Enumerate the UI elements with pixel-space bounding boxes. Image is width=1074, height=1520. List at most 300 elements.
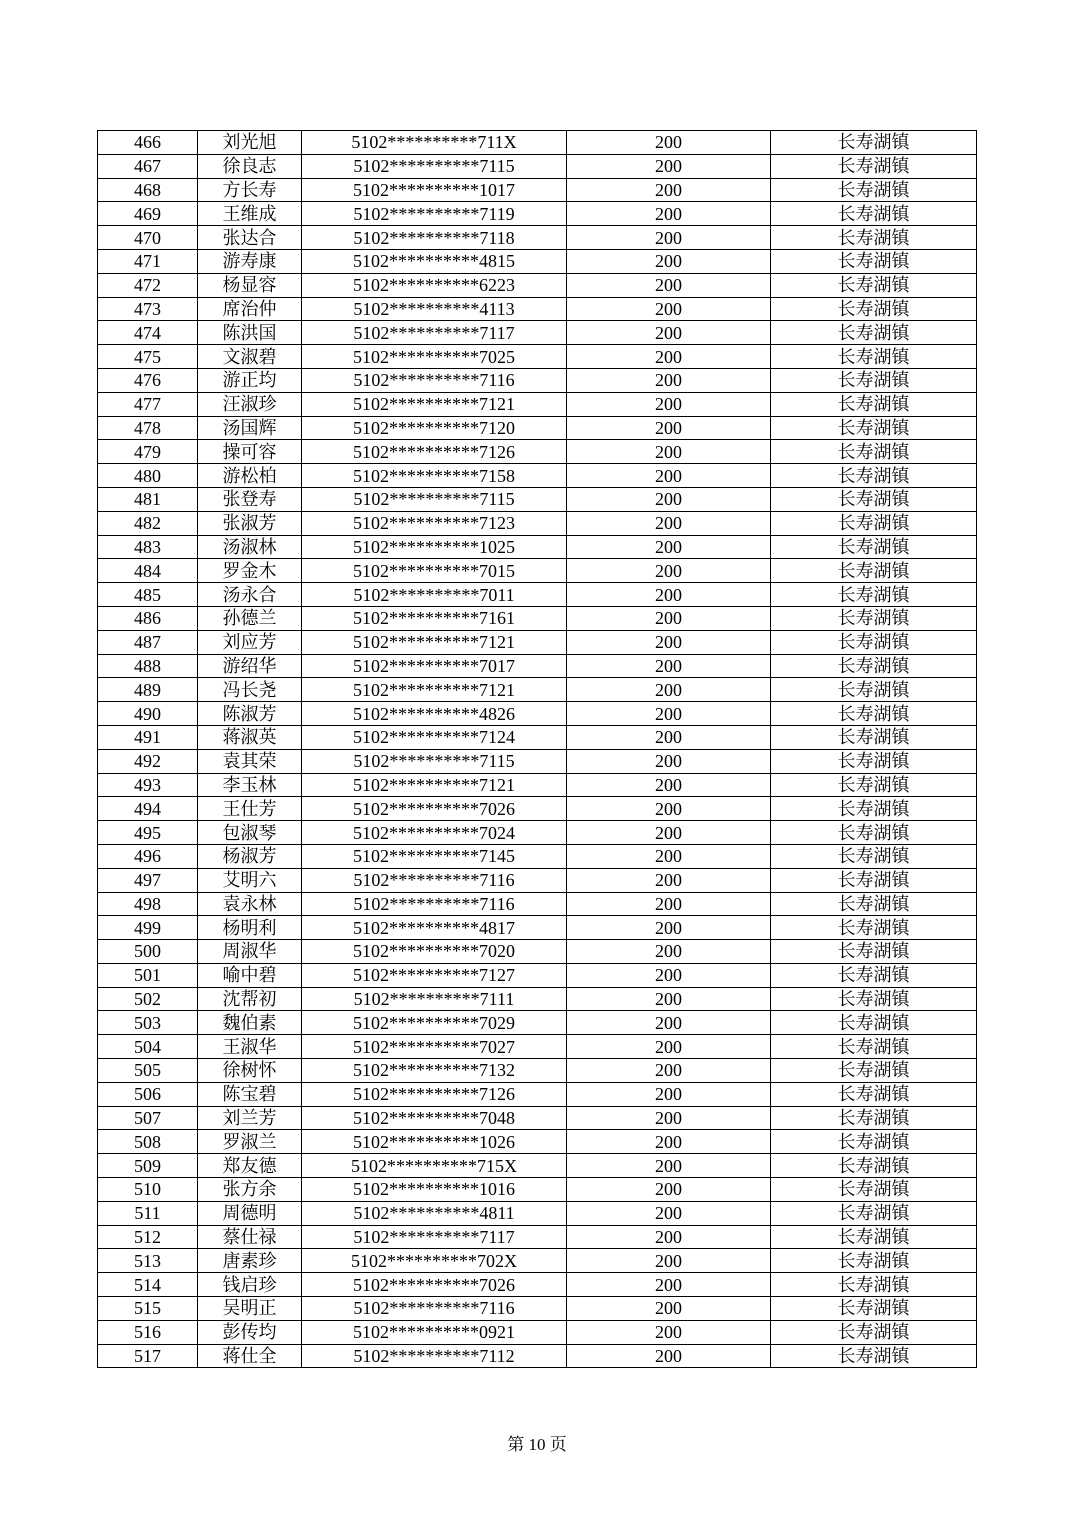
town-cell: 长寿湖镇: [771, 1297, 977, 1321]
id-number-cell: 5102**********7116: [302, 1297, 567, 1321]
table-row: [98, 416, 977, 440]
table-row: [98, 1082, 977, 1106]
table-body: [98, 131, 977, 1368]
id-number-cell: 5102**********7011: [302, 583, 567, 607]
name-cell: 杨淑芳: [198, 844, 302, 868]
town-cell: 长寿湖镇: [771, 773, 977, 797]
amount-cell: 200: [567, 416, 771, 440]
name-cell: 游寿康: [198, 249, 302, 273]
table-row: [98, 654, 977, 678]
amount-cell: 200: [567, 226, 771, 250]
town-cell: 长寿湖镇: [771, 1154, 977, 1178]
id-number-cell: 5102**********4811: [302, 1201, 567, 1225]
id-number-cell: 5102**********7116: [302, 368, 567, 392]
id-number-cell: 5102**********7120: [302, 416, 567, 440]
town-cell: 长寿湖镇: [771, 630, 977, 654]
amount-cell: 200: [567, 368, 771, 392]
name-cell: 孙德兰: [198, 606, 302, 630]
amount-cell: 200: [567, 868, 771, 892]
table-row: [98, 797, 977, 821]
amount-cell: 200: [567, 464, 771, 488]
town-cell: 长寿湖镇: [771, 702, 977, 726]
town-cell: 长寿湖镇: [771, 487, 977, 511]
id-number-cell: 5102**********1025: [302, 535, 567, 559]
town-cell: 长寿湖镇: [771, 1178, 977, 1202]
table-row: [98, 535, 977, 559]
row-number-cell: 495: [98, 821, 198, 845]
name-cell: 蒋仕全: [198, 1344, 302, 1368]
row-number-cell: 472: [98, 273, 198, 297]
table-row: [98, 154, 977, 178]
row-number-cell: 516: [98, 1320, 198, 1344]
id-number-cell: 5102**********702X: [302, 1249, 567, 1273]
row-number-cell: 474: [98, 321, 198, 345]
id-number-cell: 5102**********7127: [302, 963, 567, 987]
name-cell: 罗淑兰: [198, 1130, 302, 1154]
row-number-cell: 486: [98, 606, 198, 630]
amount-cell: 200: [567, 725, 771, 749]
id-number-cell: 5102**********7048: [302, 1106, 567, 1130]
amount-cell: 200: [567, 606, 771, 630]
row-number-cell: 475: [98, 345, 198, 369]
row-number-cell: 494: [98, 797, 198, 821]
town-cell: 长寿湖镇: [771, 131, 977, 155]
table-row: [98, 559, 977, 583]
town-cell: 长寿湖镇: [771, 416, 977, 440]
amount-cell: 200: [567, 583, 771, 607]
town-cell: 长寿湖镇: [771, 963, 977, 987]
row-number-cell: 491: [98, 725, 198, 749]
id-number-cell: 5102**********7115: [302, 487, 567, 511]
row-number-cell: 510: [98, 1178, 198, 1202]
amount-cell: 200: [567, 154, 771, 178]
town-cell: 长寿湖镇: [771, 368, 977, 392]
town-cell: 长寿湖镇: [771, 583, 977, 607]
table-row: [98, 1297, 977, 1321]
amount-cell: 200: [567, 630, 771, 654]
id-number-cell: 5102**********7126: [302, 1082, 567, 1106]
town-cell: 长寿湖镇: [771, 940, 977, 964]
table-row: [98, 321, 977, 345]
row-number-cell: 469: [98, 202, 198, 226]
id-number-cell: 5102**********7158: [302, 464, 567, 488]
name-cell: 游正均: [198, 368, 302, 392]
town-cell: 长寿湖镇: [771, 606, 977, 630]
name-cell: 魏伯素: [198, 1011, 302, 1035]
table-row: [98, 725, 977, 749]
town-cell: 长寿湖镇: [771, 1106, 977, 1130]
id-number-cell: 5102**********7017: [302, 654, 567, 678]
name-cell: 艾明六: [198, 868, 302, 892]
row-number-cell: 507: [98, 1106, 198, 1130]
table-row: [98, 464, 977, 488]
row-number-cell: 471: [98, 249, 198, 273]
amount-cell: 200: [567, 892, 771, 916]
table-row: [98, 868, 977, 892]
town-cell: 长寿湖镇: [771, 797, 977, 821]
name-cell: 钱启珍: [198, 1273, 302, 1297]
town-cell: 长寿湖镇: [771, 226, 977, 250]
row-number-cell: 490: [98, 702, 198, 726]
amount-cell: 200: [567, 321, 771, 345]
amount-cell: 200: [567, 202, 771, 226]
table-row: [98, 963, 977, 987]
table-row: [98, 487, 977, 511]
table-row: [98, 1178, 977, 1202]
table-row: [98, 1273, 977, 1297]
amount-cell: 200: [567, 1273, 771, 1297]
amount-cell: 200: [567, 1178, 771, 1202]
row-number-cell: 487: [98, 630, 198, 654]
table-row: [98, 1249, 977, 1273]
row-number-cell: 481: [98, 487, 198, 511]
town-cell: 长寿湖镇: [771, 178, 977, 202]
name-cell: 杨明利: [198, 916, 302, 940]
amount-cell: 200: [567, 345, 771, 369]
id-number-cell: 5102**********7111: [302, 987, 567, 1011]
table-row: [98, 297, 977, 321]
row-number-cell: 476: [98, 368, 198, 392]
name-cell: 周德明: [198, 1201, 302, 1225]
table-row: [98, 1154, 977, 1178]
town-cell: 长寿湖镇: [771, 1201, 977, 1225]
table-row: [98, 131, 977, 155]
table-row: [98, 345, 977, 369]
table-row: [98, 226, 977, 250]
id-number-cell: 5102**********7121: [302, 678, 567, 702]
town-cell: 长寿湖镇: [771, 892, 977, 916]
table-row: [98, 1130, 977, 1154]
id-number-cell: 5102**********7121: [302, 773, 567, 797]
row-number-cell: 513: [98, 1249, 198, 1273]
name-cell: 汤淑林: [198, 535, 302, 559]
row-number-cell: 508: [98, 1130, 198, 1154]
town-cell: 长寿湖镇: [771, 297, 977, 321]
table-row: [98, 1106, 977, 1130]
id-number-cell: 5102**********7112: [302, 1344, 567, 1368]
town-cell: 长寿湖镇: [771, 511, 977, 535]
table-row: [98, 606, 977, 630]
name-cell: 蒋淑英: [198, 725, 302, 749]
row-number-cell: 485: [98, 583, 198, 607]
town-cell: 长寿湖镇: [771, 1011, 977, 1035]
row-number-cell: 509: [98, 1154, 198, 1178]
name-cell: 张淑芳: [198, 511, 302, 535]
town-cell: 长寿湖镇: [771, 392, 977, 416]
table-row: [98, 511, 977, 535]
row-number-cell: 498: [98, 892, 198, 916]
town-cell: 长寿湖镇: [771, 559, 977, 583]
row-number-cell: 492: [98, 749, 198, 773]
name-cell: 陈宝碧: [198, 1082, 302, 1106]
table-row: [98, 844, 977, 868]
table-row: [98, 940, 977, 964]
name-cell: 文淑碧: [198, 345, 302, 369]
row-number-cell: 466: [98, 131, 198, 155]
name-cell: 方长寿: [198, 178, 302, 202]
name-cell: 席治仲: [198, 297, 302, 321]
town-cell: 长寿湖镇: [771, 916, 977, 940]
amount-cell: 200: [567, 487, 771, 511]
amount-cell: 200: [567, 440, 771, 464]
name-cell: 张登寿: [198, 487, 302, 511]
table-row: [98, 1225, 977, 1249]
town-cell: 长寿湖镇: [771, 725, 977, 749]
table-row: [98, 368, 977, 392]
amount-cell: 200: [567, 702, 771, 726]
id-number-cell: 5102**********1026: [302, 1130, 567, 1154]
amount-cell: 200: [567, 1130, 771, 1154]
id-number-cell: 5102**********4826: [302, 702, 567, 726]
name-cell: 周淑华: [198, 940, 302, 964]
town-cell: 长寿湖镇: [771, 535, 977, 559]
name-cell: 蔡仕禄: [198, 1225, 302, 1249]
town-cell: 长寿湖镇: [771, 1344, 977, 1368]
amount-cell: 200: [567, 1201, 771, 1225]
id-number-cell: 5102**********4113: [302, 297, 567, 321]
amount-cell: 200: [567, 273, 771, 297]
town-cell: 长寿湖镇: [771, 654, 977, 678]
row-number-cell: 484: [98, 559, 198, 583]
name-cell: 陈淑芳: [198, 702, 302, 726]
id-number-cell: 5102**********7161: [302, 606, 567, 630]
table-row: [98, 392, 977, 416]
id-number-cell: 5102**********7117: [302, 1225, 567, 1249]
name-cell: 张达合: [198, 226, 302, 250]
id-number-cell: 5102**********7121: [302, 392, 567, 416]
id-number-cell: 5102**********7115: [302, 154, 567, 178]
id-number-cell: 5102**********6223: [302, 273, 567, 297]
table-row: [98, 1035, 977, 1059]
row-number-cell: 504: [98, 1035, 198, 1059]
id-number-cell: 5102**********7119: [302, 202, 567, 226]
amount-cell: 200: [567, 511, 771, 535]
id-number-cell: 5102**********7116: [302, 892, 567, 916]
id-number-cell: 5102**********715X: [302, 1154, 567, 1178]
row-number-cell: 502: [98, 987, 198, 1011]
amount-cell: 200: [567, 821, 771, 845]
amount-cell: 200: [567, 1059, 771, 1083]
row-number-cell: 514: [98, 1273, 198, 1297]
table-row: [98, 678, 977, 702]
row-number-cell: 503: [98, 1011, 198, 1035]
amount-cell: 200: [567, 773, 771, 797]
amount-cell: 200: [567, 1035, 771, 1059]
name-cell: 陈洪国: [198, 321, 302, 345]
town-cell: 长寿湖镇: [771, 749, 977, 773]
name-cell: 沈帮初: [198, 987, 302, 1011]
id-number-cell: 5102**********4817: [302, 916, 567, 940]
id-number-cell: 5102**********4815: [302, 249, 567, 273]
name-cell: 游绍华: [198, 654, 302, 678]
amount-cell: 200: [567, 1320, 771, 1344]
name-cell: 刘兰芳: [198, 1106, 302, 1130]
id-number-cell: 5102**********7126: [302, 440, 567, 464]
id-number-cell: 5102**********1016: [302, 1178, 567, 1202]
id-number-cell: 5102**********7024: [302, 821, 567, 845]
name-cell: 郑友德: [198, 1154, 302, 1178]
name-cell: 刘应芳: [198, 630, 302, 654]
table-row: [98, 273, 977, 297]
town-cell: 长寿湖镇: [771, 1225, 977, 1249]
row-number-cell: 496: [98, 844, 198, 868]
table-row: [98, 1011, 977, 1035]
amount-cell: 200: [567, 916, 771, 940]
row-number-cell: 499: [98, 916, 198, 940]
row-number-cell: 497: [98, 868, 198, 892]
amount-cell: 200: [567, 1344, 771, 1368]
id-number-cell: 5102**********711X: [302, 131, 567, 155]
name-cell: 喻中碧: [198, 963, 302, 987]
id-number-cell: 5102**********7026: [302, 1273, 567, 1297]
id-number-cell: 5102**********7025: [302, 345, 567, 369]
row-number-cell: 483: [98, 535, 198, 559]
amount-cell: 200: [567, 1082, 771, 1106]
table-row: [98, 202, 977, 226]
town-cell: 长寿湖镇: [771, 321, 977, 345]
row-number-cell: 500: [98, 940, 198, 964]
name-cell: 汤永合: [198, 583, 302, 607]
amount-cell: 200: [567, 1011, 771, 1035]
town-cell: 长寿湖镇: [771, 1059, 977, 1083]
id-number-cell: 5102**********7123: [302, 511, 567, 535]
name-cell: 王仕芳: [198, 797, 302, 821]
town-cell: 长寿湖镇: [771, 249, 977, 273]
id-number-cell: 5102**********7029: [302, 1011, 567, 1035]
name-cell: 王维成: [198, 202, 302, 226]
name-cell: 罗金木: [198, 559, 302, 583]
amount-cell: 200: [567, 654, 771, 678]
table-row: [98, 440, 977, 464]
town-cell: 长寿湖镇: [771, 464, 977, 488]
town-cell: 长寿湖镇: [771, 440, 977, 464]
town-cell: 长寿湖镇: [771, 1320, 977, 1344]
table-row: [98, 916, 977, 940]
name-cell: 操可容: [198, 440, 302, 464]
town-cell: 长寿湖镇: [771, 1249, 977, 1273]
name-cell: 汪淑珍: [198, 392, 302, 416]
town-cell: 长寿湖镇: [771, 821, 977, 845]
amount-cell: 200: [567, 297, 771, 321]
row-number-cell: 479: [98, 440, 198, 464]
amount-cell: 200: [567, 963, 771, 987]
town-cell: 长寿湖镇: [771, 844, 977, 868]
amount-cell: 200: [567, 1154, 771, 1178]
table-row: [98, 630, 977, 654]
name-cell: 袁其荣: [198, 749, 302, 773]
town-cell: 长寿湖镇: [771, 273, 977, 297]
amount-cell: 200: [567, 535, 771, 559]
name-cell: 刘光旭: [198, 131, 302, 155]
table-row: [98, 249, 977, 273]
table-row: [98, 987, 977, 1011]
amount-cell: 200: [567, 1297, 771, 1321]
id-number-cell: 5102**********7020: [302, 940, 567, 964]
table-row: [98, 749, 977, 773]
table-row: [98, 1059, 977, 1083]
id-number-cell: 5102**********7121: [302, 630, 567, 654]
table-row: [98, 773, 977, 797]
id-number-cell: 5102**********7117: [302, 321, 567, 345]
id-number-cell: 5102**********7116: [302, 868, 567, 892]
row-number-cell: 473: [98, 297, 198, 321]
amount-cell: 200: [567, 678, 771, 702]
amount-cell: 200: [567, 1249, 771, 1273]
amount-cell: 200: [567, 797, 771, 821]
row-number-cell: 505: [98, 1059, 198, 1083]
row-number-cell: 493: [98, 773, 198, 797]
amount-cell: 200: [567, 940, 771, 964]
town-cell: 长寿湖镇: [771, 1130, 977, 1154]
name-cell: 彭传均: [198, 1320, 302, 1344]
table-row: [98, 892, 977, 916]
id-number-cell: 5102**********7118: [302, 226, 567, 250]
table-row: [98, 583, 977, 607]
town-cell: 长寿湖镇: [771, 154, 977, 178]
row-number-cell: 512: [98, 1225, 198, 1249]
row-number-cell: 480: [98, 464, 198, 488]
name-cell: 包淑琴: [198, 821, 302, 845]
id-number-cell: 5102**********7026: [302, 797, 567, 821]
town-cell: 长寿湖镇: [771, 345, 977, 369]
amount-cell: 200: [567, 1106, 771, 1130]
id-number-cell: 5102**********7124: [302, 725, 567, 749]
town-cell: 长寿湖镇: [771, 202, 977, 226]
id-number-cell: 5102**********7027: [302, 1035, 567, 1059]
amount-cell: 200: [567, 249, 771, 273]
name-cell: 袁永林: [198, 892, 302, 916]
name-cell: 王淑华: [198, 1035, 302, 1059]
table-row: [98, 702, 977, 726]
name-cell: 冯长尧: [198, 678, 302, 702]
id-number-cell: 5102**********0921: [302, 1320, 567, 1344]
name-cell: 汤国辉: [198, 416, 302, 440]
row-number-cell: 515: [98, 1297, 198, 1321]
id-number-cell: 5102**********7132: [302, 1059, 567, 1083]
amount-cell: 200: [567, 749, 771, 773]
id-number-cell: 5102**********1017: [302, 178, 567, 202]
id-number-cell: 5102**********7015: [302, 559, 567, 583]
row-number-cell: 489: [98, 678, 198, 702]
name-cell: 李玉林: [198, 773, 302, 797]
name-cell: 杨显容: [198, 273, 302, 297]
town-cell: 长寿湖镇: [771, 1273, 977, 1297]
table-row: [98, 1320, 977, 1344]
table-row: [98, 1344, 977, 1368]
table-row: [98, 821, 977, 845]
row-number-cell: 506: [98, 1082, 198, 1106]
town-cell: 长寿湖镇: [771, 678, 977, 702]
table-row: [98, 178, 977, 202]
row-number-cell: 478: [98, 416, 198, 440]
row-number-cell: 477: [98, 392, 198, 416]
name-cell: 游松柏: [198, 464, 302, 488]
row-number-cell: 501: [98, 963, 198, 987]
row-number-cell: 517: [98, 1344, 198, 1368]
id-number-cell: 5102**********7115: [302, 749, 567, 773]
name-cell: 吴明正: [198, 1297, 302, 1321]
row-number-cell: 467: [98, 154, 198, 178]
amount-cell: 200: [567, 392, 771, 416]
page-number: 第 10 页: [507, 1435, 567, 1454]
town-cell: 长寿湖镇: [771, 1082, 977, 1106]
row-number-cell: 470: [98, 226, 198, 250]
id-number-cell: 5102**********7145: [302, 844, 567, 868]
amount-cell: 200: [567, 987, 771, 1011]
beneficiary-table: [97, 130, 977, 1368]
name-cell: 徐树怀: [198, 1059, 302, 1083]
row-number-cell: 488: [98, 654, 198, 678]
